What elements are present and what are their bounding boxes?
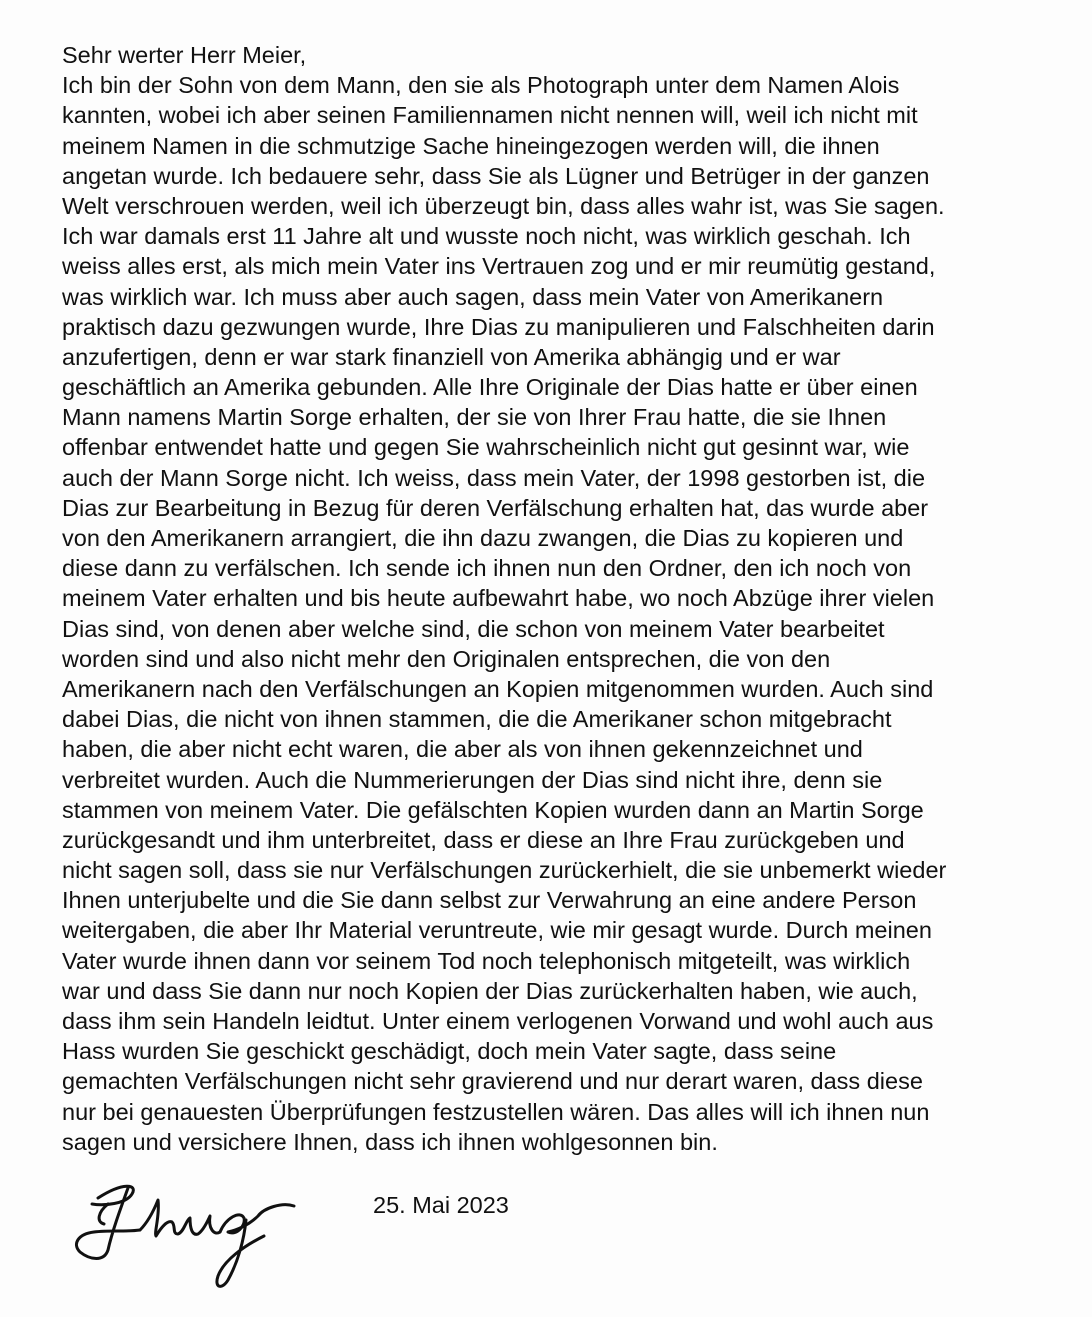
letter-line: Ihnen unterjubelte und die Sie dann selbst zur Verwahrung an eine andere Person bbox=[62, 887, 917, 914]
letter-paragraph bbox=[62, 70, 1062, 1157]
handwritten-signature-icon bbox=[68, 1170, 308, 1295]
letter-line: geschäftlich an Amerika gebunden. Alle Ihre Originale der Dias hatte er über einen bbox=[62, 374, 918, 401]
letter-line: Vater wurde ihnen dann vor seinem Tod noch telephonisch mitgeteilt, was wirklich bbox=[62, 947, 911, 974]
letter-line: gemachten Verfälschungen nicht sehr gravierend und nur derart waren, dass diese bbox=[62, 1068, 923, 1095]
letter-line: meinem Namen in die schmutzige Sache hineingezogen werden will, die ihnen bbox=[62, 132, 880, 159]
letter-line: zurückgesandt und ihm unterbreitet, dass er diese an Ihre Frau zurückgeben und bbox=[62, 826, 905, 853]
letter-line: worden sind und also nicht mehr den Originalen entsprechen, die von den bbox=[62, 645, 831, 672]
letter-line: kannten, wobei ich aber seinen Familiennamen nicht nennen will, weil ich nicht mit bbox=[62, 102, 918, 129]
letter-line: nicht sagen soll, dass sie nur Verfälschungen zurückerhielt, die sie unbemerkt wieder bbox=[62, 857, 947, 884]
letter-line: Hass wurden Sie geschickt geschädigt, doch mein Vater sagte, dass seine bbox=[62, 1038, 837, 1065]
letter-line: auch der Mann Sorge nicht. Ich weiss, dass mein Vater, der 1998 gestorben ist, die bbox=[62, 464, 926, 491]
letter-line: sagen und versichere Ihnen, dass ich ihnen wohlgesonnen bin. bbox=[62, 1128, 718, 1155]
letter-line: Amerikanern nach den Verfälschungen an Kopien mitgenommen wurden. Auch sind bbox=[62, 675, 934, 702]
letter-line: was wirklich war. Ich muss aber auch sagen, dass mein Vater von Amerikanern bbox=[62, 283, 884, 310]
letter-line: offenbar entwendet hatte und gegen Sie wahrscheinlich nicht gut gesinnt war, wie bbox=[62, 434, 910, 461]
letter-line: angetan wurde. Ich bedauere sehr, dass Sie als Lügner und Betrüger in der ganzen bbox=[62, 162, 930, 189]
letter-line: nur bei genauesten Überprüfungen festzustellen wären. Das alles will ich ihnen nun bbox=[62, 1098, 930, 1125]
letter-line: weiss alles erst, als mich mein Vater ins Vertrauen zog und er mir reumütig gestand, bbox=[62, 253, 936, 280]
letter-line: Ich bin der Sohn von dem Mann, den sie als Photograph unter dem Namen Alois bbox=[62, 72, 900, 99]
letter-line: Welt verschrouen werden, weil ich überzeugt bin, dass alles wahr ist, was Sie sagen. bbox=[62, 192, 945, 219]
letter-line: verbreitet wurden. Auch die Nummerierungen der Dias sind nicht ihre, denn sie bbox=[62, 766, 883, 793]
letter-line: anzufertigen, denn er war stark finanziell von Amerika abhängig und er war bbox=[62, 343, 841, 370]
letter-line: war und dass Sie dann nur noch Kopien der Dias zurückerhalten haben, wie auch, bbox=[62, 977, 918, 1004]
letter-line: praktisch dazu gezwungen wurde, Ihre Dias zu manipulieren und Falschheiten darin bbox=[62, 313, 935, 340]
letter-line: diese dann zu verfälschen. Ich sende ich ihnen nun den Ordner, den ich noch von bbox=[62, 555, 912, 582]
letter-line: Dias sind, von denen aber welche sind, die schon von meinem Vater bearbeitet bbox=[62, 615, 885, 642]
letter-body bbox=[62, 40, 1062, 1157]
letter-line: Dias zur Bearbeitung in Bezug für deren Verfälschung erhalten hat, das wurde aber bbox=[62, 494, 929, 521]
letter-line: stammen von meinem Vater. Die gefälschten Kopien wurden dann an Martin Sorge bbox=[62, 796, 924, 823]
letter-date: 25. Mai 2023 bbox=[373, 1192, 509, 1218]
letter-line: meinem Vater erhalten und bis heute aufbewahrt habe, wo noch Abzüge ihrer vielen bbox=[62, 585, 935, 612]
letter-greeting: Sehr werter Herr Meier, bbox=[62, 42, 307, 68]
letter-line: dass ihm sein Handeln leidtut. Unter einem verlogenen Vorwand und wohl auch aus bbox=[62, 1008, 934, 1034]
letter-line: Ich war damals erst 11 Jahre alt und wusste noch nicht, was wirklich geschah. Ich bbox=[62, 223, 911, 250]
letter-line: weitergaben, die aber Ihr Material veruntreute, wie mir gesagt wurde. Durch meinen bbox=[62, 917, 932, 944]
letter-line: dabei Dias, die nicht von ihnen stammen, die die Amerikaner schon mitgebracht bbox=[62, 706, 892, 733]
letter-line: haben, die aber nicht echt waren, die aber als von ihnen gekennzeichnet und bbox=[62, 736, 863, 763]
letter-line: von den Amerikanern arrangiert, die ihn dazu zwangen, die Dias zu kopieren und bbox=[62, 525, 904, 551]
letter-line: Mann namens Martin Sorge erhalten, der sie von Ihrer Frau hatte, die sie Ihnen bbox=[62, 404, 887, 431]
